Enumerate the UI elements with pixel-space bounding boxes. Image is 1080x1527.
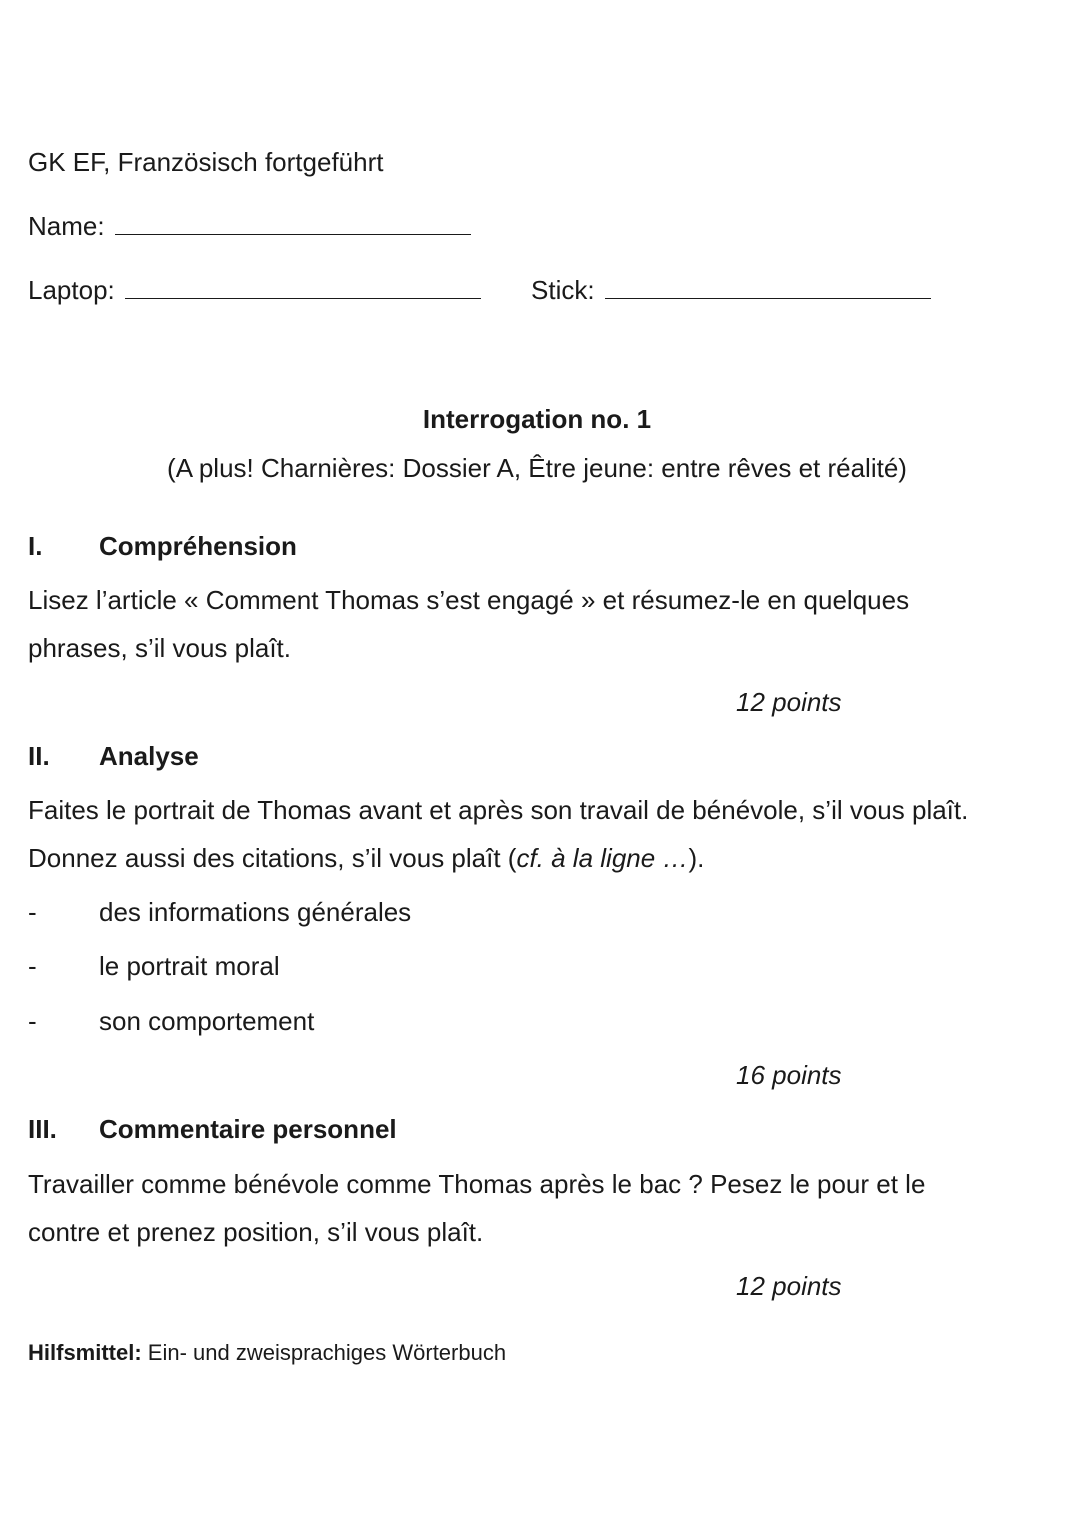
section-2-heading: Analyse: [99, 741, 199, 771]
section-3-numeral: III.: [28, 1114, 57, 1144]
bullet-marker-1: -: [28, 897, 37, 927]
name-label: Name:: [28, 211, 105, 241]
bullet-item-1: des informations générales: [99, 897, 412, 927]
stick-blank-line[interactable]: [605, 278, 931, 299]
bullet-marker-3: -: [28, 1006, 37, 1036]
course-title: GK EF, Französisch fortgeführt: [28, 147, 384, 177]
footer-note: [28, 1339, 506, 1367]
footer-text: Ein- und zweisprachiges Wörterbuch: [141, 1340, 507, 1365]
page-title: Interrogation no. 1: [422, 404, 652, 434]
section-1-heading: Compréhension: [99, 531, 297, 561]
section-2-numeral: II.: [28, 741, 50, 771]
section-1-text-line-2: phrases, s’il vous plaît.: [28, 633, 292, 663]
laptop-blank-line[interactable]: [125, 278, 481, 299]
section-1-numeral: I.: [28, 531, 43, 561]
section-2-text-line-2-start: Donnez aussi des citations, s’il vous plaît (: [28, 843, 517, 873]
name-row: [28, 210, 471, 242]
footer-label: Hilfsmittel:: [28, 1340, 142, 1365]
section-3-text-line-2: contre et prenez position, s’il vous plaît.: [28, 1217, 484, 1247]
bullet-item-2: le portrait moral: [99, 951, 280, 981]
section-3-heading: Commentaire personnel: [99, 1114, 397, 1144]
section-2-text-line-2: [28, 842, 704, 874]
section-3-points: 12 points: [736, 1271, 842, 1301]
name-blank-line[interactable]: [115, 214, 471, 235]
citation-hint: cf. à la ligne …: [516, 843, 689, 873]
bullet-item-3: son comportement: [99, 1006, 315, 1036]
stick-label: Stick:: [531, 275, 595, 305]
citation-end: ).: [688, 843, 705, 873]
laptop-label: Laptop:: [28, 275, 115, 305]
page-subtitle: (A plus! Charnières: Dossier A, Être jeune: entre rêves et réalité): [167, 453, 907, 483]
bullet-marker-2: -: [28, 951, 37, 981]
section-3-text-line-1: Travailler comme bénévole comme Thomas après le bac ? Pesez le pour et le: [28, 1169, 926, 1199]
stick-row: [531, 274, 931, 306]
section-1-points: 12 points: [736, 687, 842, 717]
section-2-points: 16 points: [736, 1060, 842, 1090]
laptop-row: [28, 274, 481, 306]
section-1-text-line-1: Lisez l’article « Comment Thomas s’est engagé » et résumez-le en quelques: [28, 585, 910, 615]
section-2-text-line-1: Faites le portrait de Thomas avant et après son travail de bénévole, s’il vous plaît.: [28, 795, 969, 825]
